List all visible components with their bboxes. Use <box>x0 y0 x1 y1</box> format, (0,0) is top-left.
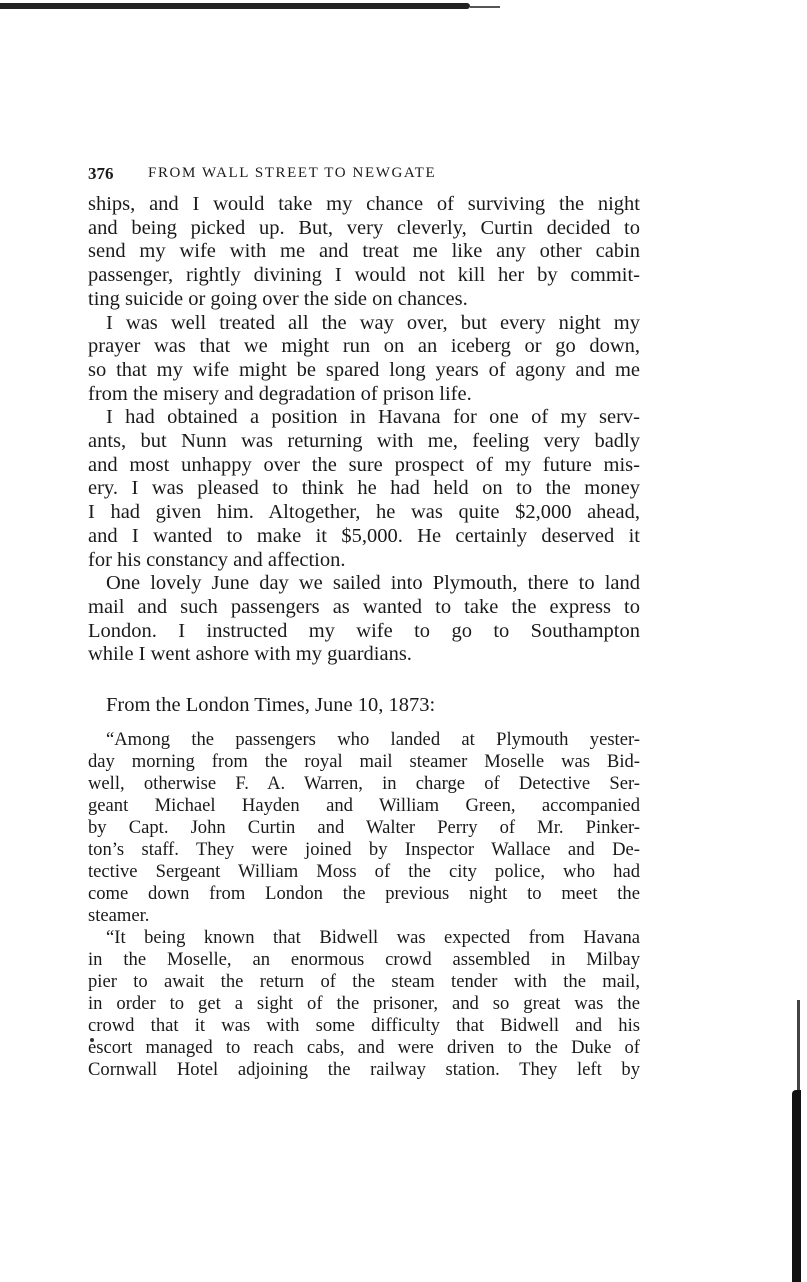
text-line: geant Michael Hayden and William Green, accompanied <box>88 795 640 816</box>
paragraph <box>88 406 640 572</box>
scan-edge-right <box>792 1090 801 1282</box>
text-line: escort managed to reach cabs, and were driven to the Duke of <box>88 1037 640 1058</box>
text-line: well, otherwise F. A. Warren, in charge of Detective Ser- <box>88 773 640 794</box>
text-line: and being picked up. But, very cleverly, Curtin decided to <box>88 216 640 239</box>
text-line: passenger, rightly divining I would not kill her by commit- <box>88 264 640 287</box>
text-line: for his constancy and affection. <box>88 548 346 571</box>
text-line: ants, but Nunn was returning with me, feeling very badly <box>88 430 640 453</box>
quoted-article <box>88 729 640 1081</box>
text-line: crowd that it was with some difficulty that Bidwell and his <box>88 1015 640 1036</box>
text-line: send my wife with me and treat me like any other cabin <box>88 240 640 263</box>
text-line: tective Sergeant William Moss of the city police, who had <box>88 861 640 882</box>
paragraph <box>88 572 640 667</box>
page-header <box>88 164 648 188</box>
text-line: in order to get a sight of the prisoner, and so great was the <box>88 993 640 1014</box>
text-line: steamer. <box>88 905 150 926</box>
text-line: so that my wife might be spared long years of agony and me <box>88 358 640 381</box>
text-line: I had obtained a position in Havana for one of my serv- <box>106 406 640 429</box>
text-line: Cornwall Hotel adjoining the railway station. They left by <box>88 1059 640 1080</box>
text-line: while I went ashore with my guardians. <box>88 643 412 666</box>
text-line: in the Moselle, an enormous crowd assembled in Milbay <box>88 949 640 970</box>
text-line: come down from London the previous night to meet the <box>88 883 640 904</box>
text-line: day morning from the royal mail steamer Moselle was Bid- <box>88 751 640 772</box>
text-line: from the misery and degradation of prison life. <box>88 382 472 405</box>
paragraph <box>88 193 640 312</box>
text-line: ships, and I would take my chance of surviving the night <box>88 193 640 215</box>
text-line: and most unhappy over the sure prospect of my future mis- <box>88 453 640 476</box>
text-line: “It being known that Bidwell was expected from Havana <box>106 927 640 948</box>
text-line: I was well treated all the way over, but every night my <box>106 311 640 334</box>
text-line: and I wanted to make it $5,000. He certainly deserved it <box>88 524 640 547</box>
text-line: London. I instructed my wife to go to Southampton <box>88 619 640 642</box>
text-line: prayer was that we might run on an iceberg or go down, <box>88 335 640 358</box>
text-line: ery. I was pleased to think he had held on to the money <box>88 477 640 500</box>
text-line: “Among the passengers who landed at Plymouth yester- <box>106 729 640 750</box>
paragraph <box>88 927 640 1081</box>
paragraph <box>88 312 640 407</box>
text-line: One lovely June day we sailed into Plymouth, there to land <box>106 572 640 595</box>
running-head: FROM WALL STREET TO NEWGATE <box>148 165 437 181</box>
text-line: ton’s staff. They were joined by Inspector Wallace and De- <box>88 839 640 860</box>
text-line: ting suicide or going over the side on chances. <box>88 287 468 310</box>
text-line: by Capt. John Curtin and Walter Perry of Mr. Pinker- <box>88 817 640 838</box>
scan-border-top <box>0 3 470 9</box>
page-number: 376 <box>88 164 114 183</box>
text-line: mail and such passengers as wanted to take the express to <box>88 595 640 618</box>
text-line: I had given him. Altogether, he was quite $2,000 ahead, <box>88 501 640 524</box>
source-line: From the London Times, June 10, 1873: <box>106 694 436 716</box>
text-line: pier to await the return of the steam tender with the mail, <box>88 971 640 992</box>
scan-edge-right-thin <box>797 1000 800 1090</box>
scan-border-top-tail <box>470 6 500 8</box>
body-text <box>88 193 640 667</box>
paragraph <box>88 729 640 927</box>
